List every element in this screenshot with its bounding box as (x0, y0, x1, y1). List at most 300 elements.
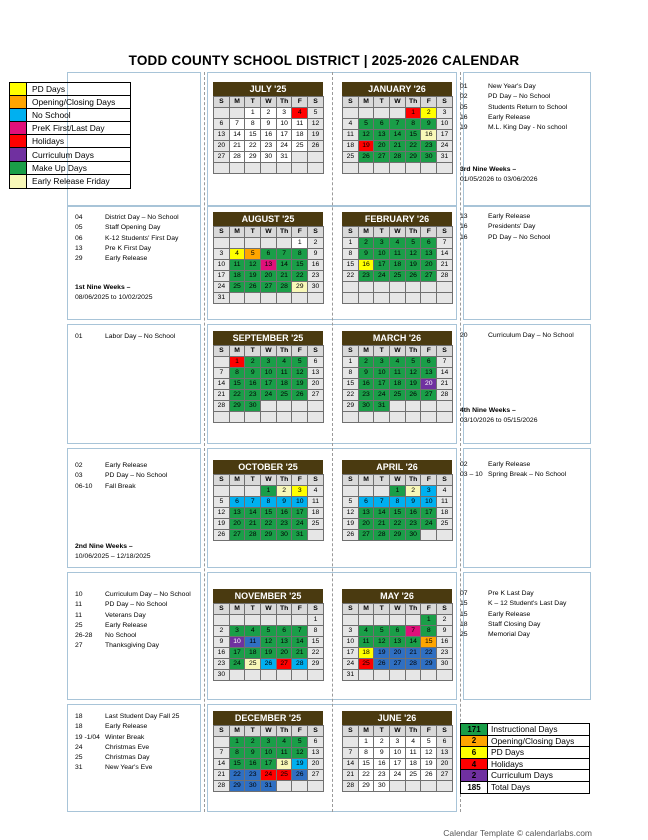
day-cell: 14 (374, 508, 390, 519)
empty-cell (229, 163, 245, 174)
event-item (460, 233, 550, 243)
week-row (343, 390, 453, 401)
day-cell: 25 (245, 659, 261, 670)
day-cell: 17 (261, 379, 277, 390)
day-cell: 12 (405, 249, 421, 260)
week-row (214, 282, 324, 293)
day-cell: 14 (292, 637, 308, 648)
day-cell: 14 (245, 508, 261, 519)
day-cell: 23 (214, 659, 230, 670)
day-cell: 20 (276, 648, 292, 659)
day-cell: 18 (390, 260, 406, 271)
weekday-header: W (390, 475, 406, 486)
legend-row (10, 109, 130, 122)
day-cell: 13 (276, 637, 292, 648)
month-calendar (342, 589, 452, 681)
weekday-header: S (437, 227, 453, 238)
weekday-header: M (358, 604, 374, 615)
day-cell: 2 (245, 357, 261, 368)
empty-cell (421, 163, 437, 174)
day-cell: 7 (374, 497, 390, 508)
day-cell: 13 (308, 368, 324, 379)
empty-cell (343, 293, 359, 304)
day-cell: 22 (245, 141, 261, 152)
empty-cell (261, 293, 277, 304)
day-cell: 13 (229, 508, 245, 519)
month-title: MAY '26 (342, 589, 452, 603)
day-cell: 7 (343, 748, 359, 759)
empty-cell (245, 412, 261, 423)
day-cell: 10 (390, 748, 406, 759)
day-cell: 10 (292, 497, 308, 508)
week-row (214, 737, 324, 748)
event-text: New Year's Eve (105, 764, 153, 772)
day-cell: 3 (276, 108, 292, 119)
day-cell: 9 (245, 368, 261, 379)
totals-row (461, 759, 589, 771)
event-item (460, 599, 566, 609)
week-row (343, 412, 453, 423)
footer-credit: Calendar Template © calendarlabs.com (443, 828, 592, 838)
event-item (75, 332, 175, 342)
day-cell: 11 (405, 748, 421, 759)
divider (332, 72, 333, 812)
week-row (214, 781, 324, 792)
day-cell: 10 (343, 637, 359, 648)
day-cell: 17 (229, 648, 245, 659)
day-cell: 8 (358, 748, 374, 759)
day-cell: 27 (437, 770, 453, 781)
day-cell: 23 (358, 390, 374, 401)
day-cell: 4 (405, 737, 421, 748)
event-text: Early Release (105, 462, 148, 469)
day-cell: 6 (358, 497, 374, 508)
weekday-header: M (229, 475, 245, 486)
weekday-header: S (308, 726, 324, 737)
day-cell: 9 (421, 119, 437, 130)
day-cell: 23 (261, 141, 277, 152)
weekday-header: Th (276, 97, 292, 108)
day-cell: 10 (421, 497, 437, 508)
event-date: 19 (460, 124, 468, 132)
day-cell: 26 (405, 271, 421, 282)
day-cell: 24 (437, 141, 453, 152)
day-cell: 12 (358, 130, 374, 141)
week-row (214, 141, 324, 152)
day-cell: 15 (343, 379, 359, 390)
day-cell: 9 (405, 497, 421, 508)
day-cell: 3 (229, 626, 245, 637)
day-cell: 5 (308, 108, 324, 119)
day-cell: 22 (390, 519, 406, 530)
day-cell: 30 (421, 152, 437, 163)
legend-label: Opening/Closing Days (32, 97, 116, 108)
day-cell: 19 (292, 759, 308, 770)
day-cell: 17 (292, 508, 308, 519)
month-title: MARCH '26 (342, 331, 452, 345)
event-text: Presidents' Day (488, 223, 536, 231)
event-date: 03 (75, 472, 83, 480)
event-text: Staff Opening Day (105, 224, 161, 232)
weekday-header: M (229, 604, 245, 615)
weekday-header: F (421, 475, 437, 486)
empty-cell (214, 486, 230, 497)
day-cell: 20 (421, 379, 437, 390)
day-cell: 28 (245, 530, 261, 541)
totals-label: PD Days (491, 747, 525, 758)
weekday-header: S (214, 227, 230, 238)
nine-weeks-heading: 3rd Nine Weeks – (460, 166, 517, 173)
day-cell: 18 (343, 141, 359, 152)
weekday-header: F (421, 604, 437, 615)
day-cell: 28 (214, 401, 230, 412)
nine-weeks-heading: 2nd Nine Weeks – (75, 543, 133, 550)
day-cell: 31 (261, 781, 277, 792)
day-cell: 12 (405, 368, 421, 379)
legend-row (10, 135, 130, 148)
empty-cell (308, 152, 324, 163)
day-cell: 8 (308, 626, 324, 637)
day-cell: 27 (421, 271, 437, 282)
day-cell: 19 (214, 519, 230, 530)
nine-weeks-heading: 4th Nine Weeks – (460, 407, 516, 414)
day-cell: 5 (405, 238, 421, 249)
day-cell: 17 (421, 508, 437, 519)
weekday-header: W (261, 604, 277, 615)
day-cell: 22 (229, 390, 245, 401)
day-cell: 29 (421, 659, 437, 670)
event-date: 06-10 (75, 482, 93, 490)
day-cell: 26 (292, 390, 308, 401)
day-cell: 19 (292, 379, 308, 390)
event-text: PD Day – No School (488, 233, 551, 241)
day-cell: 26 (374, 659, 390, 670)
event-text: Early Release (105, 621, 148, 629)
weekday-header: F (421, 346, 437, 357)
day-cell: 4 (292, 108, 308, 119)
day-cell: 23 (437, 648, 453, 659)
day-cell: 28 (437, 390, 453, 401)
event-text: Veterans Day (105, 611, 146, 619)
event-item (460, 470, 566, 480)
event-item (460, 222, 550, 232)
day-cell: 1 (245, 108, 261, 119)
empty-cell (437, 781, 453, 792)
week-row (343, 238, 453, 249)
week-row (343, 670, 453, 681)
event-item (75, 244, 179, 254)
day-cell: 10 (276, 119, 292, 130)
week-row (214, 497, 324, 508)
event-date: 07 (460, 590, 468, 597)
day-cell: 4 (437, 486, 453, 497)
legend-row (10, 83, 130, 96)
day-cell: 8 (421, 626, 437, 637)
event-date: 24 (75, 743, 83, 751)
day-cell: 27 (358, 530, 374, 541)
weekday-header: W (390, 227, 406, 238)
day-cell: 2 (276, 486, 292, 497)
day-cell: 30 (276, 530, 292, 541)
day-cell: 8 (229, 748, 245, 759)
event-item (460, 113, 567, 123)
month-calendar (342, 82, 452, 174)
weekday-header: F (292, 604, 308, 615)
day-cell: 20 (421, 260, 437, 271)
week-row (343, 748, 453, 759)
day-cell: 9 (358, 249, 374, 260)
month-title: AUGUST '25 (213, 212, 323, 226)
color-legend (9, 82, 131, 189)
day-cell: 29 (343, 401, 359, 412)
empty-cell (421, 530, 437, 541)
day-cell: 11 (390, 249, 406, 260)
event-list (75, 213, 179, 264)
day-cell: 16 (245, 759, 261, 770)
weekday-header: T (374, 475, 390, 486)
day-cell: 17 (261, 759, 277, 770)
empty-cell (421, 282, 437, 293)
day-cell: 11 (358, 637, 374, 648)
day-cell: 6 (308, 737, 324, 748)
event-item (75, 482, 167, 492)
weekday-header: F (292, 97, 308, 108)
divider (204, 72, 205, 812)
weekday-header: T (245, 97, 261, 108)
day-cell: 11 (308, 497, 324, 508)
event-text: PD Day – No School (488, 93, 551, 101)
month-title: JULY '25 (213, 82, 323, 96)
empty-cell (343, 737, 359, 748)
empty-cell (390, 781, 406, 792)
event-date: 02 (460, 93, 468, 101)
event-date: 18 (460, 620, 468, 628)
empty-cell (358, 108, 374, 119)
weekday-header: S (343, 97, 359, 108)
weekday-header: F (292, 227, 308, 238)
week-row (214, 770, 324, 781)
day-cell: 17 (214, 271, 230, 282)
day-totals-table (460, 723, 590, 794)
empty-cell (421, 401, 437, 412)
day-cell: 23 (405, 519, 421, 530)
empty-cell (229, 293, 245, 304)
week-row (214, 648, 324, 659)
empty-cell (358, 163, 374, 174)
event-text: Students Return to School (488, 103, 568, 111)
day-cell: 7 (390, 119, 406, 130)
day-cell: 7 (229, 119, 245, 130)
event-text: Winter Break (105, 733, 145, 741)
empty-cell (374, 486, 390, 497)
day-cell: 15 (343, 260, 359, 271)
empty-cell (214, 357, 230, 368)
day-cell: 10 (374, 249, 390, 260)
week-row (343, 163, 453, 174)
day-cell: 22 (308, 648, 324, 659)
day-cell: 15 (421, 637, 437, 648)
day-cell: 18 (405, 759, 421, 770)
day-cell: 5 (214, 497, 230, 508)
week-row (343, 530, 453, 541)
empty-cell (358, 282, 374, 293)
legend-label: Early Release Friday (32, 176, 110, 187)
empty-cell (245, 163, 261, 174)
event-item (460, 92, 567, 102)
day-cell: 21 (437, 379, 453, 390)
day-cell: 27 (308, 770, 324, 781)
day-cell: 17 (343, 648, 359, 659)
empty-cell (374, 293, 390, 304)
day-cell: 15 (292, 260, 308, 271)
event-date: 11 (75, 601, 83, 609)
weekday-header: M (229, 97, 245, 108)
event-item (460, 212, 550, 222)
day-cell: 16 (308, 260, 324, 271)
month-title: OCTOBER '25 (213, 460, 323, 474)
day-cell: 7 (276, 249, 292, 260)
day-cell: 20 (308, 759, 324, 770)
day-cell: 24 (261, 390, 277, 401)
totals-label: Holidays (491, 758, 524, 769)
empty-cell (292, 412, 308, 423)
day-cell: 1 (343, 238, 359, 249)
day-cell: 11 (245, 637, 261, 648)
day-cell: 26 (214, 530, 230, 541)
weekday-header: S (308, 346, 324, 357)
day-cell: 15 (308, 637, 324, 648)
week-row (214, 108, 324, 119)
empty-cell (308, 293, 324, 304)
week-row (214, 368, 324, 379)
day-cell: 12 (421, 748, 437, 759)
week-row (343, 271, 453, 282)
day-cell: 20 (374, 141, 390, 152)
empty-cell (358, 412, 374, 423)
week-row (214, 379, 324, 390)
day-cell: 3 (437, 108, 453, 119)
empty-cell (214, 108, 230, 119)
empty-cell (437, 670, 453, 681)
legend-swatch (10, 109, 27, 121)
totals-count: 6 (461, 747, 488, 758)
day-cell: 18 (437, 508, 453, 519)
weekday-header: S (214, 346, 230, 357)
week-row (343, 659, 453, 670)
empty-cell (292, 293, 308, 304)
weekday-header: Th (276, 475, 292, 486)
weekday-header: S (214, 97, 230, 108)
day-cell: 1 (390, 486, 406, 497)
legend-row (10, 162, 130, 175)
day-cell: 20 (437, 759, 453, 770)
day-cell: 7 (214, 368, 230, 379)
day-cell: 14 (276, 260, 292, 271)
day-cell: 31 (214, 293, 230, 304)
day-cell: 13 (358, 508, 374, 519)
day-cell: 14 (390, 130, 406, 141)
day-cell: 1 (421, 615, 437, 626)
day-cell: 20 (214, 141, 230, 152)
day-cell: 22 (421, 648, 437, 659)
day-cell: 12 (343, 508, 359, 519)
week-row (214, 659, 324, 670)
day-cell: 13 (214, 130, 230, 141)
totals-label: Opening/Closing Days (491, 735, 575, 746)
day-cell: 12 (245, 260, 261, 271)
event-date: 25 (75, 621, 83, 629)
day-cell: 25 (405, 770, 421, 781)
week-row (214, 508, 324, 519)
event-date: 02 (460, 461, 468, 468)
day-cell: 6 (421, 238, 437, 249)
month-calendar (213, 331, 323, 423)
empty-cell (421, 293, 437, 304)
weekday-header: T (245, 227, 261, 238)
day-cell: 5 (358, 119, 374, 130)
day-cell: 1 (292, 238, 308, 249)
event-item (75, 471, 167, 481)
empty-cell (276, 781, 292, 792)
day-cell: 21 (214, 770, 230, 781)
event-item (75, 600, 191, 610)
day-cell: 11 (437, 497, 453, 508)
day-cell: 22 (261, 519, 277, 530)
day-cell: 2 (358, 238, 374, 249)
day-cell: 2 (358, 357, 374, 368)
day-cell: 27 (374, 152, 390, 163)
event-date: 16 (460, 113, 468, 121)
event-date: 05 (75, 224, 83, 232)
event-item (75, 733, 179, 743)
month-calendar (342, 460, 452, 541)
empty-cell (358, 670, 374, 681)
day-cell: 5 (292, 357, 308, 368)
day-cell: 10 (214, 260, 230, 271)
event-list (75, 712, 179, 774)
day-cell: 12 (308, 119, 324, 130)
event-item (460, 123, 567, 133)
nine-weeks-1 (75, 283, 152, 302)
day-cell: 7 (405, 626, 421, 637)
weekday-header: Th (276, 346, 292, 357)
empty-cell (308, 401, 324, 412)
nine-weeks-range: 03/10/2026 to 05/15/2026 (460, 416, 538, 424)
day-cell: 15 (229, 379, 245, 390)
event-date: 01 (460, 83, 468, 90)
day-cell: 10 (261, 368, 277, 379)
day-cell: 15 (405, 130, 421, 141)
day-cell: 16 (245, 379, 261, 390)
empty-cell (437, 412, 453, 423)
day-cell: 6 (308, 357, 324, 368)
day-cell: 1 (229, 357, 245, 368)
empty-cell (390, 282, 406, 293)
empty-cell (245, 486, 261, 497)
empty-cell (374, 412, 390, 423)
day-cell: 6 (261, 249, 277, 260)
event-text: M.L. King Day - No school (488, 124, 567, 132)
empty-cell (292, 781, 308, 792)
day-cell: 4 (343, 119, 359, 130)
day-cell: 20 (261, 271, 277, 282)
totals-row (461, 747, 589, 759)
weekday-header: S (437, 97, 453, 108)
empty-cell (405, 163, 421, 174)
weekday-header: S (308, 227, 324, 238)
day-cell: 8 (245, 119, 261, 130)
day-cell: 26 (421, 770, 437, 781)
